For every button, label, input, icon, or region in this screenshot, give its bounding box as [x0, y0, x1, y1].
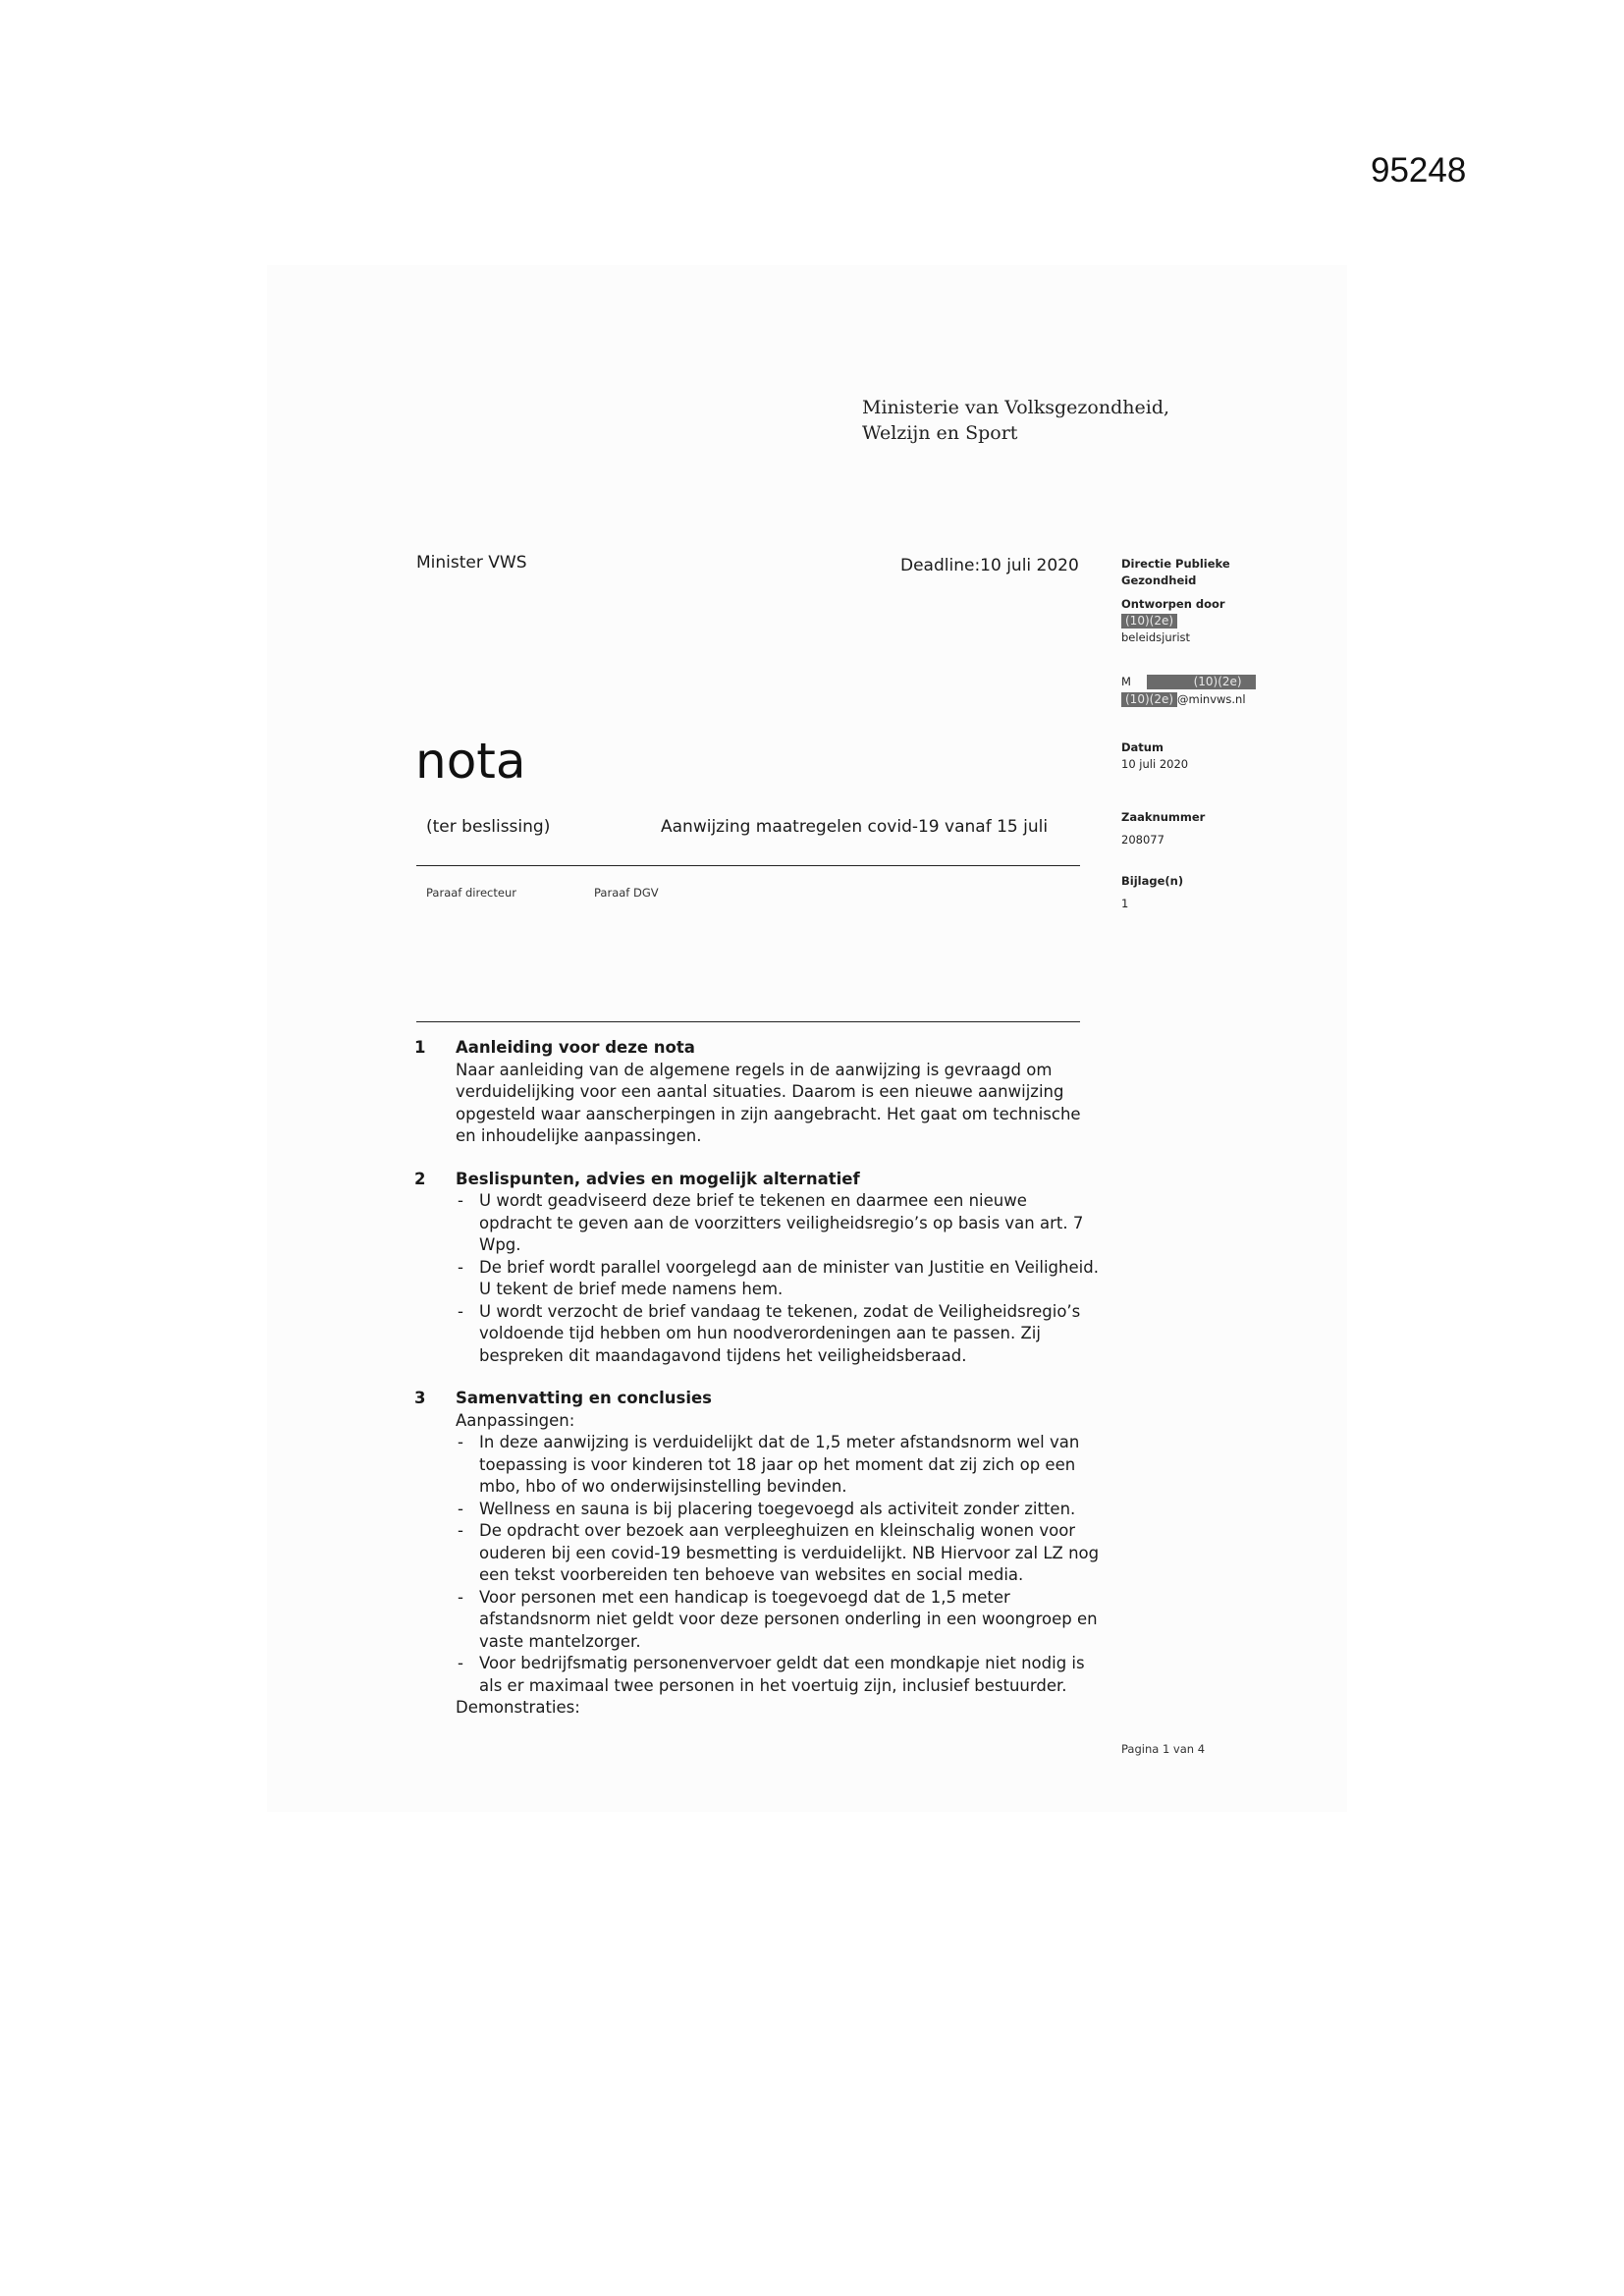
addressee: Minister VWS [416, 553, 527, 573]
case-number-value: 208077 [1121, 833, 1164, 847]
email-suffix: @minvws.nl [1177, 692, 1246, 706]
attachments-block [1121, 873, 1183, 912]
divider-top [416, 865, 1080, 866]
deadline: Deadline:10 juli 2020 [900, 556, 1079, 575]
list-item: - In deze aanwijzing is verduidelijkt dat de 1,5 meter afstandsnorm wel van toepassing is voor kinderen tot 18 jaar op het moment dat zij zich op een mbo, hbo of wo onderwijsinstelling bevinden. [456, 1432, 1102, 1499]
section-outro: Demonstraties: [456, 1698, 580, 1717]
attachments-value: 1 [1121, 897, 1129, 910]
ministry-name-line2: Welzijn en Sport [862, 422, 1018, 444]
document-title: nota [415, 733, 526, 790]
document-body [414, 1037, 1102, 1740]
section-1 [414, 1037, 1102, 1148]
section-2 [414, 1169, 1102, 1368]
document-subject: Aanwijzing maatregelen covid-19 vanaf 15 juli [661, 817, 1049, 837]
email-redaction: (10)(2e) [1121, 692, 1177, 707]
list-item: - U wordt verzocht de brief vandaag te tekenen, zodat de Veiligheidsregio’s voldoende tijd hebben om hun noodverordeningen aan te passen. Zij bespreken dit maandagavond tijdens het veiligheidsberaad. [456, 1301, 1102, 1368]
list-item: - Wellness en sauna is bij placering toegevoegd als activiteit zonder zitten. [456, 1499, 1102, 1521]
date-value: 10 juli 2020 [1121, 757, 1189, 771]
section-intro: Aanpassingen: [456, 1410, 575, 1430]
contact-block [1121, 674, 1256, 708]
document-number: 95248 [1371, 151, 1467, 190]
section-number: 1 [414, 1038, 426, 1057]
section-title: Beslispunten, advies en mogelijk alternatief [456, 1169, 860, 1188]
list-item: - Voor bedrijfsmatig personenvervoer geldt dat een mondkapje niet nodig is als er maximaal twee personen in het voertuig zijn, inclusief bestuurder. [456, 1653, 1102, 1697]
section-number: 3 [414, 1389, 426, 1407]
date-block [1121, 739, 1188, 773]
designer-role: beleidsjurist [1121, 630, 1191, 644]
list-item: - Voor personen met een handicap is toegevoegd dat de 1,5 meter afstandsnorm niet geldt voor deze personen onderling in een woongroep en vaste mantelzorger. [456, 1587, 1102, 1654]
bullet-list [456, 1190, 1102, 1367]
paraaf-director-label: Paraaf directeur [426, 886, 516, 900]
ministry-letterhead [862, 395, 1169, 446]
designed-by-block [1121, 596, 1225, 646]
list-item: - U wordt geadviseerd deze brief te tekenen en daarmee een nieuwe opdracht te geven aan de voorzitters veiligheidsregio’s op basis van art. 7 Wpg. [456, 1190, 1102, 1257]
mobile-redaction: (10)(2e) [1147, 675, 1256, 689]
section-title: Aanleiding voor deze nota [456, 1038, 695, 1057]
attachments-label: Bijlage(n) [1121, 874, 1184, 888]
bullet-list [456, 1432, 1102, 1697]
section-number: 2 [414, 1169, 426, 1188]
section-3 [414, 1388, 1102, 1720]
designer-redaction: (10)(2e) [1121, 614, 1177, 629]
designed-by-label: Ontworpen door [1121, 597, 1225, 611]
section-text: Naar aanleiding van de algemene regels in de aanwijzing is gevraagd om verduidelijking voor een aantal situaties. Daarom is een nieuwe aanwijzing opgesteld waar aanscherpingen in zijn aangebracht. Het gaat om technische en inhoudelijke aanpassingen. [456, 1060, 1081, 1145]
case-number-block [1121, 809, 1205, 848]
divider-bottom [416, 1021, 1080, 1022]
ministry-name-line1: Ministerie van Volksgezondheid, [862, 397, 1170, 418]
section-title: Samenvatting en conclusies [456, 1389, 712, 1407]
paraaf-dgv-label: Paraaf DGV [594, 886, 659, 900]
date-label: Datum [1121, 740, 1164, 754]
directorate [1121, 556, 1230, 589]
case-number-label: Zaaknummer [1121, 810, 1206, 824]
directorate-line1: Directie Publieke [1121, 557, 1230, 571]
document-type: (ter beslissing) [426, 817, 551, 837]
list-item: - De opdracht over bezoek aan verpleeghuizen en kleinschalig wonen voor ouderen bij een covid-19 besmetting is verduidelijkt. NB Hiervoor zal LZ nog een tekst voorbereiden ten behoeve van websites en social media. [456, 1520, 1102, 1587]
mobile-prefix: M [1121, 675, 1131, 688]
pagination: Pagina 1 van 4 [1121, 1742, 1206, 1756]
directorate-line2: Gezondheid [1121, 574, 1197, 587]
list-item: - De brief wordt parallel voorgelegd aan de minister van Justitie en Veiligheid. U tekent de brief mede namens hem. [456, 1257, 1102, 1301]
